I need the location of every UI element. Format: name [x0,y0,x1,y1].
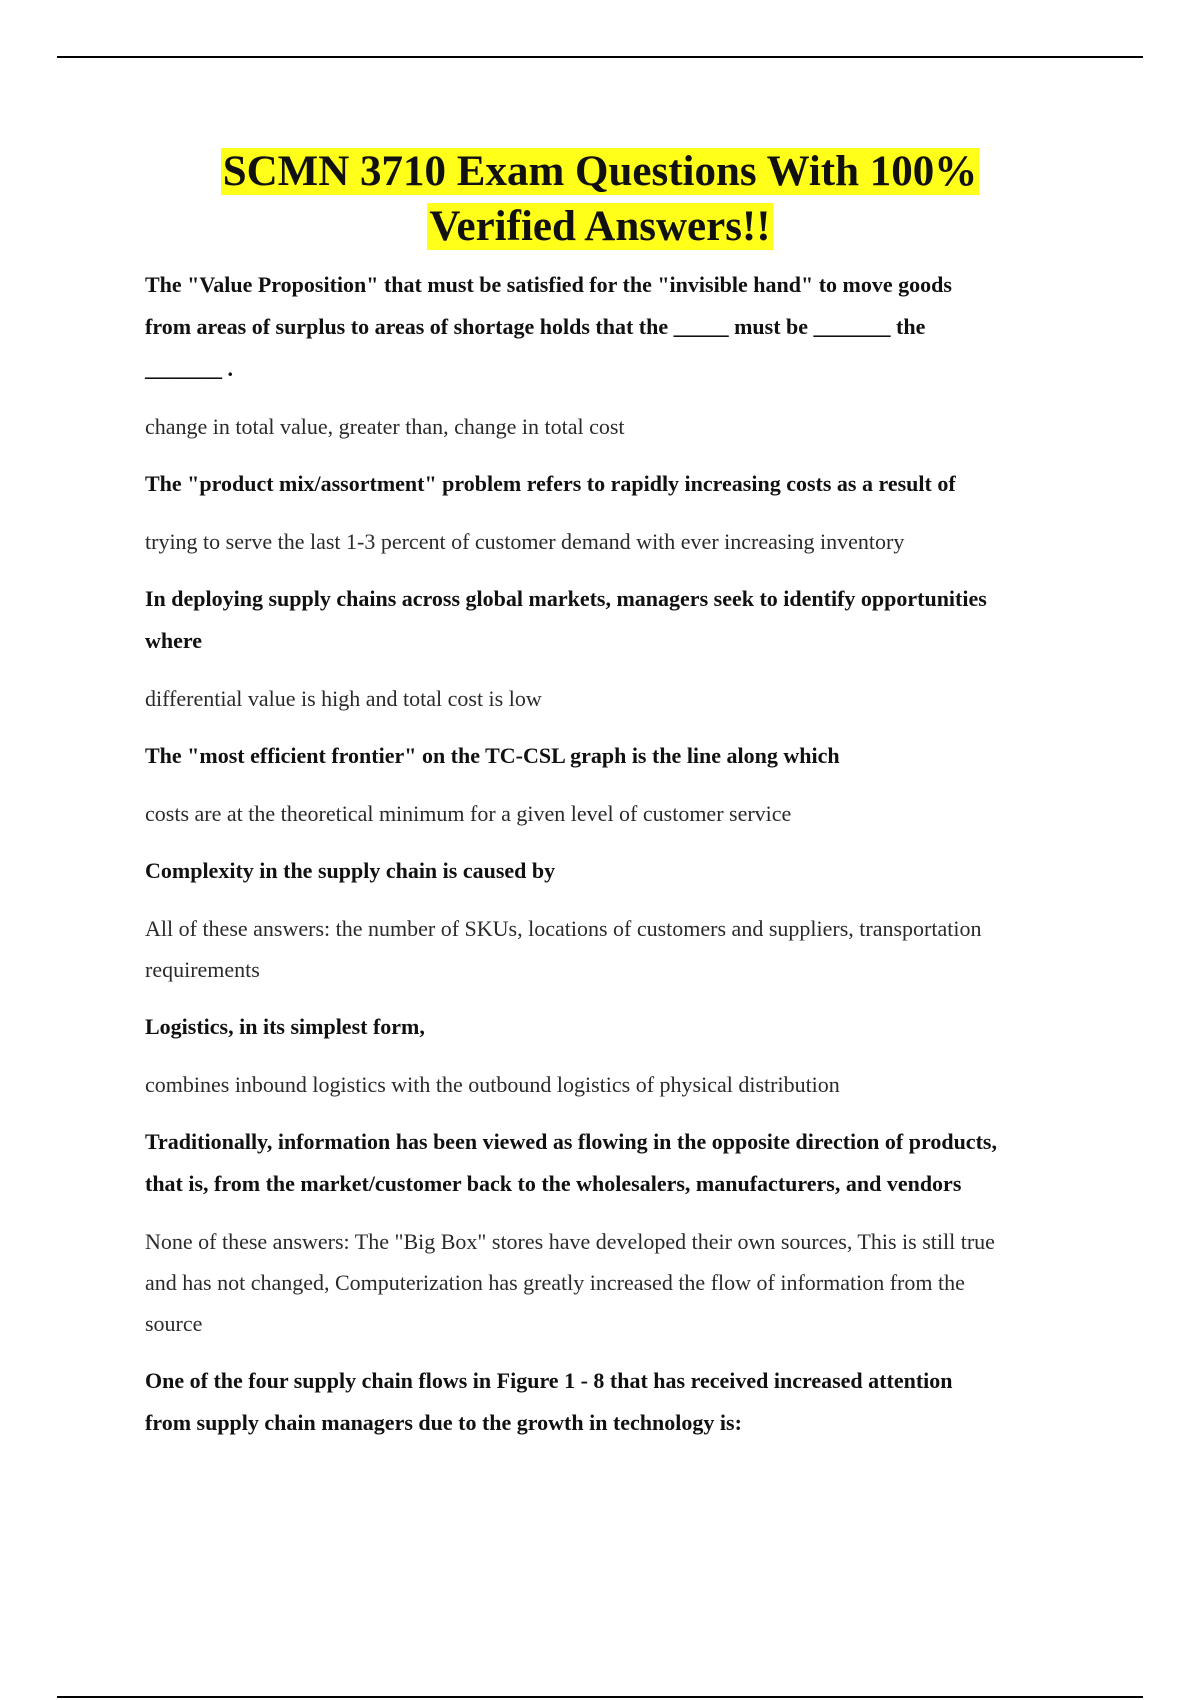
question-text [145,1360,1095,1444]
answer-text [145,678,1095,719]
question-line: that is, from the market/customer back to the wholesalers, manufacturers, and vendors [145,1171,962,1196]
question-line: from areas of surplus to areas of shortage holds that the _____ must be _______ the [145,314,926,339]
qa-item [145,1360,1095,1444]
qa-item [145,264,1095,447]
question-line: The "Value Proposition" that must be satisfied for the "invisible hand" to move goods [145,272,952,297]
question-line: The "most efficient frontier" on the TC-CSL graph is the line along which [145,743,840,768]
answer-text [145,793,1095,834]
title-line-1: SCMN 3710 Exam Questions With 100% [222,148,978,195]
page-bottom-rule [57,1696,1143,1698]
question-line: _______ . [145,356,233,381]
question-text [145,735,1095,777]
answer-text [145,406,1095,447]
answer-line: All of these answers: the number of SKUs, locations of customers and suppliers, transportation [145,916,982,941]
question-line: Traditionally, information has been viewed as flowing in the opposite direction of products, [145,1129,997,1154]
question-text [145,463,1095,505]
answer-line: and has not changed, Computerization has greatly increased the flow of information from the [145,1270,965,1295]
question-text [145,264,1095,390]
answer-line: change in total value, greater than, change in total cost [145,414,625,439]
answer-text [145,908,1095,990]
qa-item [145,850,1095,990]
answer-line: trying to serve the last 1-3 percent of customer demand with ever increasing inventory [145,529,905,554]
qa-item [145,1121,1095,1344]
answer-line: None of these answers: The "Big Box" stores have developed their own sources, This is still true [145,1229,995,1254]
answer-line: source [145,1311,203,1336]
question-line: In deploying supply chains across global markets, managers seek to identify opportunities [145,586,987,611]
qa-item [145,735,1095,834]
question-text [145,1006,1095,1048]
answer-line: differential value is high and total cost is low [145,686,542,711]
answer-line: combines inbound logistics with the outbound logistics of physical distribution [145,1072,840,1097]
question-line: from supply chain managers due to the growth in technology is: [145,1410,742,1435]
qa-item [145,578,1095,719]
qa-item [145,463,1095,562]
qa-item [145,1006,1095,1105]
page-top-rule [57,56,1143,58]
question-line: One of the four supply chain flows in Figure 1 - 8 that has received increased attention [145,1368,953,1393]
answer-text [145,1221,1095,1344]
title-line-2: Verified Answers!! [429,203,771,250]
question-line: where [145,628,203,653]
answer-text [145,1064,1095,1105]
document-title [0,144,1200,254]
question-text [145,578,1095,662]
answer-text [145,521,1095,562]
question-text [145,850,1095,892]
question-text [145,1121,1095,1205]
answer-line: costs are at the theoretical minimum for a given level of customer service [145,801,792,826]
answer-line: requirements [145,957,260,982]
question-line: Logistics, in its simplest form, [145,1014,425,1039]
question-line: Complexity in the supply chain is caused by [145,858,556,883]
question-line: The "product mix/assortment" problem refers to rapidly increasing costs as a result of [145,471,956,496]
qa-list [145,264,1095,1444]
